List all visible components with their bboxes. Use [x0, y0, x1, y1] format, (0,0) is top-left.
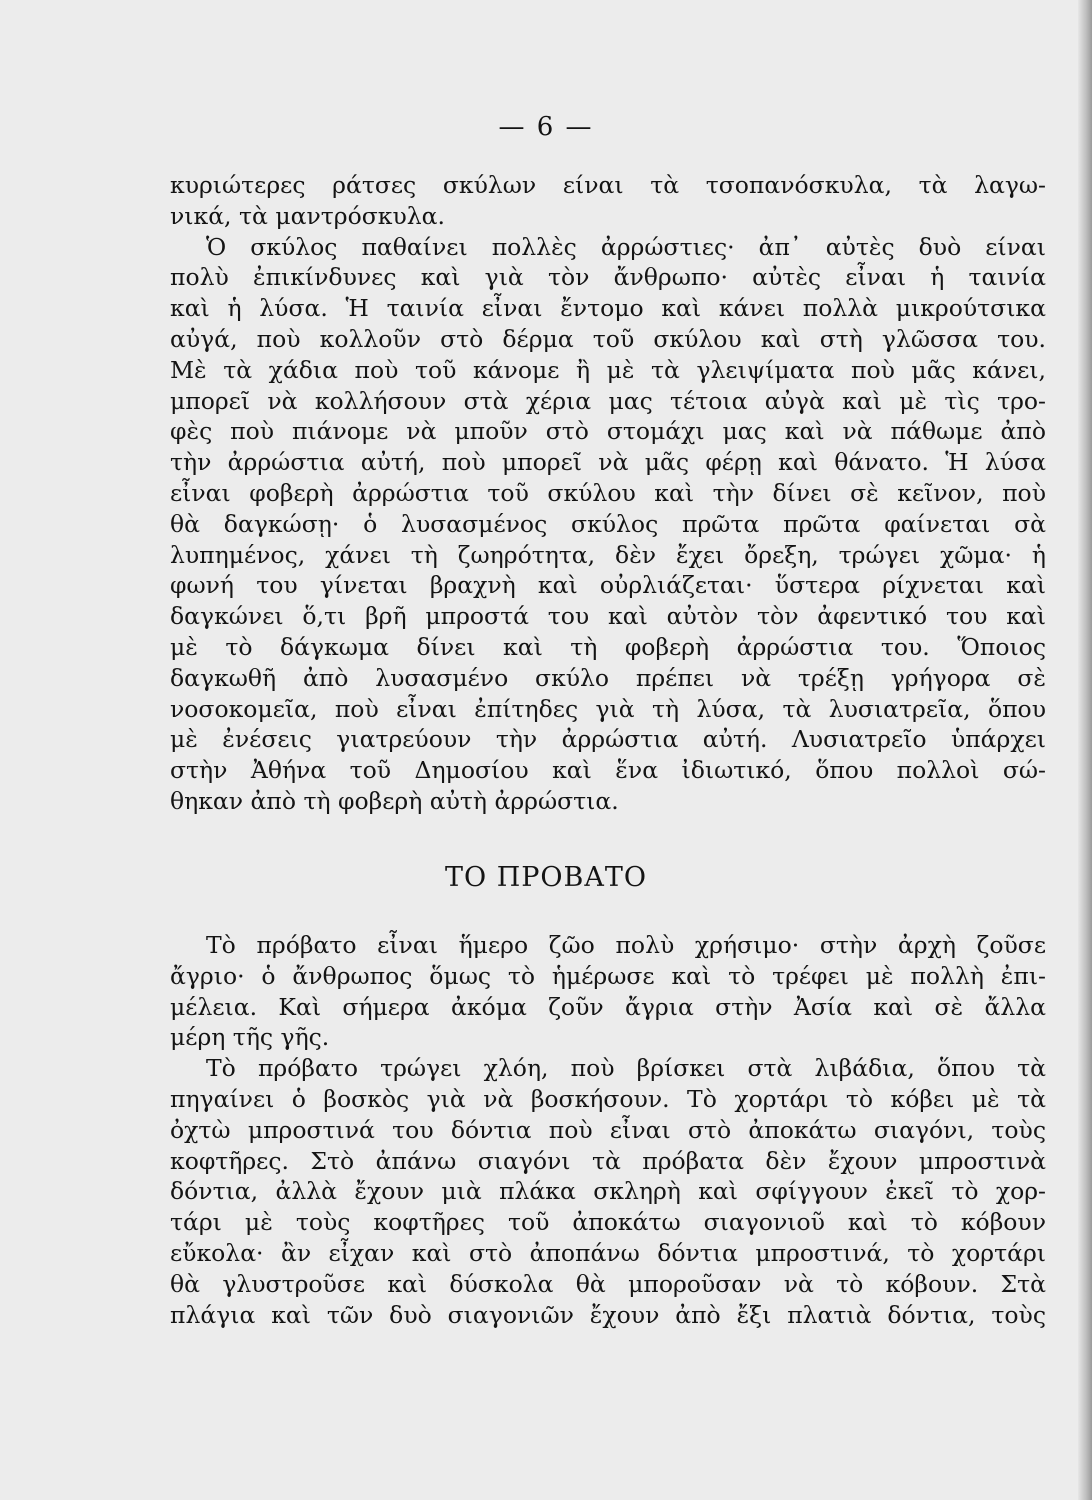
text-line: θηκαν ἀπὸ τὴ φοβερὴ αὐτὴ ἀρρώστια.: [170, 786, 619, 815]
text-line: δαγκώνει ὅ,τι βρῆ μπροστά του καὶ αὐτὸν τὸν ἀφεντικό του καὶ: [170, 602, 1046, 631]
text-line: νικά, τὰ μαντρόσκυλα.: [170, 201, 445, 230]
text-line: φὲς ποὺ πιάνομε νὰ μποῦν στὸ στομάχι μας καὶ νὰ πάθωμε ἀπὸ: [170, 417, 1046, 446]
intro-paragraph: [170, 170, 1046, 232]
paragraph-sheep-intro: [170, 930, 1046, 1053]
text-line: θὰ γλυστροῦσε καὶ δύσκολα θὰ μποροῦσαν νὰ τὸ κόβουν. Στὰ: [170, 1269, 1046, 1298]
text-line: εὔκολα· ἂν εἶχαν καὶ στὸ ἀποπάνω δόντια μπροστινά, τὸ χορτάρι: [170, 1238, 1046, 1267]
text-line: εἶναι φοβερὴ ἀρρώστια τοῦ σκύλου καὶ τὴν δίνει σὲ κεῖνον, ποὺ: [170, 478, 1046, 507]
text-line: Τὸ πρόβατο τρώγει χλόη, ποὺ βρίσκει στὰ λιβάδια, ὅπου τὰ: [206, 1054, 1046, 1083]
text-line: πολὺ ἐπικίνδυνες καὶ γιὰ τὸν ἄνθρωπο· αὐτὲς εἶναι ἡ ταινία: [170, 263, 1046, 292]
text-line: νοσοκομεῖα, ποὺ εἶναι ἐπίτηδες γιὰ τὴ λύσα, τὰ λυσιατρεῖα, ὅπου: [170, 694, 1046, 723]
text-line: λυπημένος, χάνει τὴ ζωηρότητα, δὲν ἔχει ὄρεξη, τρώγει χῶμα· ἡ: [170, 540, 1046, 569]
page-number: — 6 —: [498, 112, 594, 142]
text-block-bottom: [170, 930, 1046, 1330]
paragraph-sheep-teeth: [170, 1053, 1046, 1330]
text-line: στὴν Ἀθήνα τοῦ Δημοσίου καὶ ἕνα ἰδιωτικό, ὅπου πολλοὶ σώ-: [170, 756, 1046, 785]
text-line: μὲ ἐνέσεις γιατρεύουν τὴν ἀρρώστια αὐτή. Λυσιατρεῖο ὑπάρχει: [170, 725, 1046, 754]
text-line: ὀχτὼ μπροστινά του δόντια ποὺ εἶναι στὸ ἀποκάτω σιαγόνι, τοὺς: [170, 1115, 1046, 1144]
text-line: αὐγά, ποὺ κολλοῦν στὸ δέρμα τοῦ σκύλου καὶ στὴ γλῶσσα του.: [170, 324, 1046, 353]
text-line: μέλεια. Καὶ σήμερα ἀκόμα ζοῦν ἄγρια στὴν Ἀσία καὶ σὲ ἄλλα: [170, 992, 1046, 1021]
text-line: δόντια, ἀλλὰ ἔχουν μιὰ πλάκα σκληρὴ καὶ σφίγγουν ἐκεῖ τὸ χορ-: [170, 1177, 1046, 1206]
text-line: μπορεῖ νὰ κολλήσουν στὰ χέρια μας τέτοια αὐγὰ καὶ μὲ τὶς τρο-: [170, 386, 1046, 415]
text-line: μέρη τῆς γῆς.: [170, 1023, 330, 1052]
text-line: τάρι μὲ τοὺς κοφτῆρες τοῦ ἀποκάτω σιαγονιοῦ καὶ τὸ κόβουν: [170, 1208, 1046, 1237]
text-line: πλάγια καὶ τῶν δυὸ σιαγονιῶν ἔχουν ἀπὸ ἔξι πλατιὰ δόντια, τοὺς: [170, 1300, 1046, 1329]
text-line: Ὁ σκύλος παθαίνει πολλὲς ἀρρώστιες· ἀπ᾿ αὐτὲς δυὸ είναι: [206, 232, 1046, 261]
text-line: Μὲ τὰ χάδια ποὺ τοῦ κάνομε ἢ μὲ τὰ γλειψίματα ποὺ μᾶς κάνει,: [170, 355, 1046, 384]
text-line: καὶ ἡ λύσα. Ἡ ταινία εἶναι ἔντομο καὶ κάνει πολλὰ μικρούτσικα: [170, 294, 1046, 323]
text-line: θὰ δαγκώσῃ· ὁ λυσασμένος σκύλος πρῶτα πρῶτα φαίνεται σὰ: [170, 509, 1046, 538]
section-heading: ΤΟ ΠΡΟΒΑΤΟ: [444, 862, 648, 893]
text-line: τὴν ἀρρώστια αὐτή, ποὺ μπορεῖ νὰ μᾶς φέρῃ καὶ θάνατο. Ἡ λύσα: [170, 448, 1046, 477]
text-line: φωνή του γίνεται βραχνὴ καὶ οὐρλιάζεται· ὕστερα ρίχνεται καὶ: [170, 571, 1046, 600]
text-line: δαγκωθῆ ἀπὸ λυσασμένο σκύλο πρέπει νὰ τρέξῃ γρήγορα σὲ: [170, 663, 1046, 692]
paragraph-dog-diseases: [170, 232, 1046, 817]
text-line: κυριώτερες ράτσες σκύλων είναι τὰ τσοπανόσκυλα, τὰ λαγω-: [170, 171, 1046, 199]
page-edge-shadow: [1078, 0, 1092, 1500]
text-line: κοφτῆρες. Στὸ ἀπάνω σιαγόνι τὰ πρόβατα δὲν ἔχουν μπροστινὰ: [170, 1146, 1046, 1175]
text-line: μὲ τὸ δάγκωμα δίνει καὶ τὴ φοβερὴ ἀρρώστια του. Ὅποιος: [170, 632, 1046, 661]
text-line: πηγαίνει ὁ βοσκὸς γιὰ νὰ βοσκήσουν. Τὸ χορτάρι τὸ κόβει μὲ τὰ: [170, 1084, 1046, 1113]
text-block-top: [170, 170, 1046, 817]
text-line: ἄγριο· ὁ ἄνθρωπος ὅμως τὸ ἡμέρωσε καὶ τὸ τρέφει μὲ πολλὴ ἐπι-: [170, 961, 1046, 990]
text-line: Τὸ πρόβατο εἶναι ἥμερο ζῶο πολὺ χρήσιμο· στὴν ἀρχὴ ζοῦσε: [206, 931, 1046, 959]
